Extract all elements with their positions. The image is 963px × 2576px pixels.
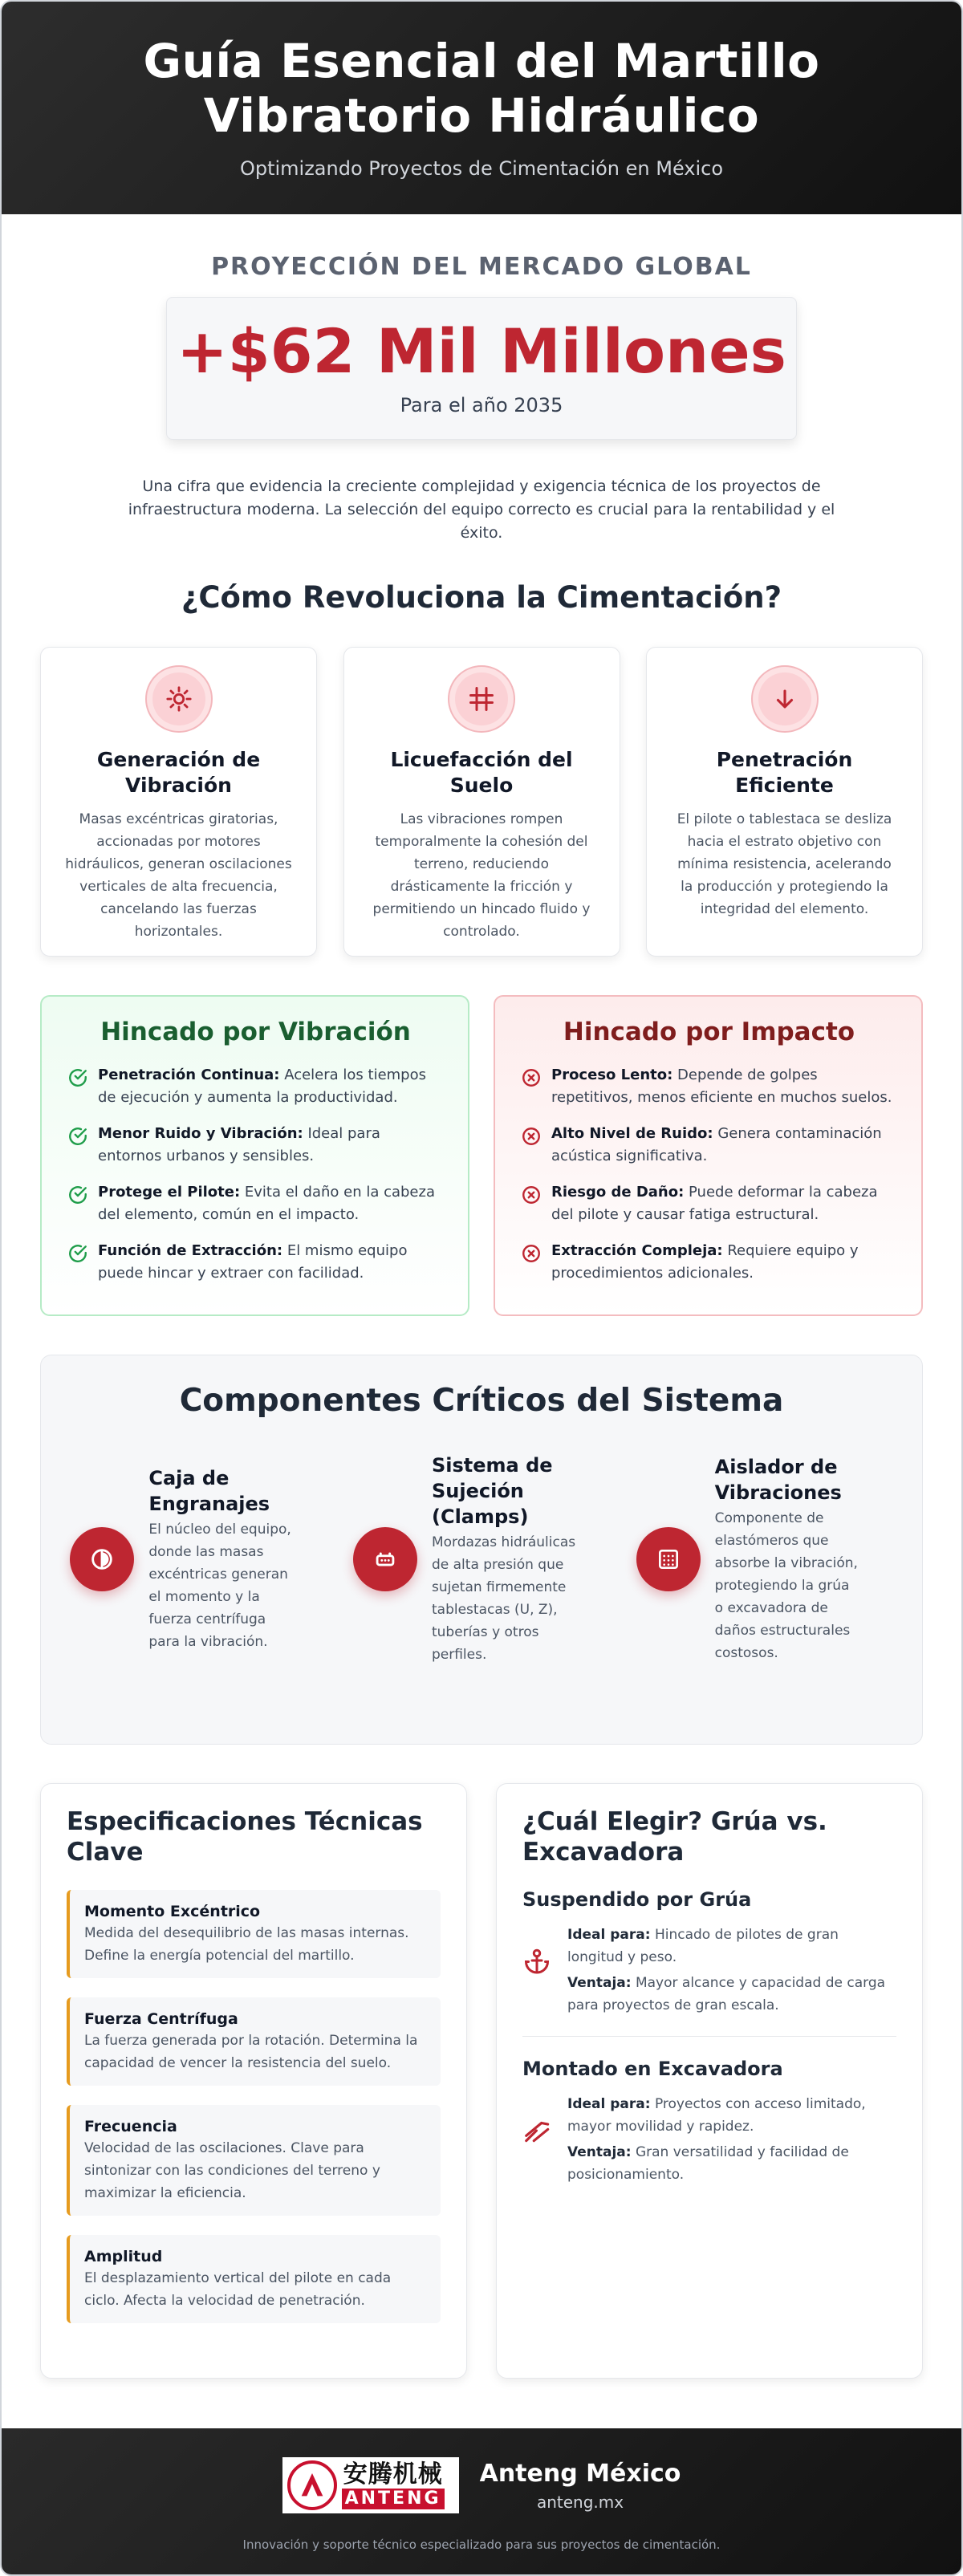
- component-text: El núcleo del equipo, donde las masas excéntricas generan el momento y la fuerza centrífuga para la vibración.: [148, 1522, 291, 1650]
- spec-text: Velocidad de las oscilaciones. Clave para sintonizar con las condiciones del terreno y maximizar la eficiencia.: [84, 2140, 380, 2201]
- check-circle-icon: [67, 1126, 91, 1150]
- item-label: Extracción Compleja:: [551, 1242, 723, 1259]
- choice-title: ¿Cuál Elegir? Grúa vs. Excavadora: [522, 1807, 827, 1867]
- impact-driving-title: Hincado por Impacto: [563, 1018, 855, 1046]
- impact-driving-card: [494, 995, 923, 1316]
- component-text: Mordazas hidráulicas de alta presión que sujetan firmemente tablestacas (U, Z), tuberías y otros perfiles.: [431, 1534, 576, 1663]
- comparison-section: [40, 995, 923, 1316]
- excavator-arm-icon: [522, 2115, 555, 2186]
- list-item: [521, 1181, 897, 1226]
- revolution-card-title: Generación de Vibración: [96, 748, 261, 797]
- item-label: Riesgo de Daño:: [551, 1184, 685, 1201]
- component-title: Sistema de Sujeción (Clamps): [431, 1454, 553, 1528]
- list-item: [521, 1240, 897, 1285]
- vibration-driving-card: [40, 995, 469, 1316]
- spec-text: El desplazamiento vertical del pilote en cada ciclo. Afecta la velocidad de penetración.: [84, 2270, 392, 2309]
- crane-ideal-label: Ideal para:: [567, 1927, 651, 1943]
- market-description: Una cifra que evidencia la creciente complejidad y exigencia técnica de los proyectos de infraestructura moderna. La selección del equipo correcto es crucial para la rentabilidad y el éxito.: [128, 477, 835, 542]
- item-text: Requiere equipo y procedimientos adicionales.: [551, 1242, 859, 1282]
- item-text: Acelera los tiempos de ejecución y aumenta la productividad.: [98, 1067, 426, 1106]
- footer: [2, 2428, 961, 2574]
- specs-panel: [40, 1783, 467, 2379]
- excavator-ideal-text: Proyectos con acceso limitado, mayor movilidad y rapidez.: [567, 2096, 866, 2135]
- item-label: Alto Nivel de Ruido:: [551, 1125, 713, 1142]
- brand-name: Anteng México: [479, 2459, 681, 2488]
- x-circle-icon: [521, 1126, 545, 1150]
- crane-ideal-text: Hincado de pilotes de gran longitud y peso.: [567, 1927, 839, 1965]
- list-item: [67, 1181, 444, 1226]
- list-item: [67, 1123, 444, 1168]
- components-title: Componentes Críticos del Sistema: [179, 1383, 784, 1419]
- list-item: [521, 1123, 897, 1168]
- vibration-driving-title: Hincado por Vibración: [100, 1018, 411, 1046]
- list-item: [67, 1064, 444, 1109]
- revolution-card: [40, 647, 317, 957]
- revolution-card-title: Penetración Eficiente: [716, 748, 853, 797]
- spec-item: [67, 2105, 441, 2216]
- x-circle-icon: [521, 1243, 545, 1267]
- component-title: Caja de Engranajes: [148, 1467, 270, 1515]
- spec-item: [67, 2235, 441, 2323]
- arrow-down-icon: [758, 672, 811, 725]
- item-label: Penetración Continua:: [98, 1067, 280, 1083]
- list-item: [521, 1064, 897, 1109]
- revolution-card-title: Licuefacción del Suelo: [390, 748, 573, 797]
- revolution-cards: [40, 647, 923, 957]
- list-item: [67, 1240, 444, 1285]
- item-text: Genera contaminación acústica significativa.: [551, 1125, 882, 1164]
- market-section: [2, 214, 961, 545]
- title-line-1: Guía Esencial del Martillo: [143, 34, 820, 88]
- item-text: Evita el daño en la cabeza del elemento, común en el impacto.: [98, 1184, 435, 1223]
- page-subtitle: Optimizando Proyectos de Cimentación en México: [239, 157, 724, 180]
- component-item: [70, 1453, 327, 1666]
- item-label: Función de Extracción:: [98, 1242, 283, 1259]
- excavator-option: [522, 2093, 896, 2186]
- revolution-card: [646, 647, 923, 957]
- excavator-advantage-text: Gran versatilidad y facilidad de posicionamiento.: [567, 2144, 849, 2183]
- gearbox-icon: [70, 1527, 134, 1591]
- check-circle-icon: [67, 1184, 91, 1209]
- title-line-2: Vibratorio Hidráulico: [203, 88, 760, 143]
- revolution-card: [343, 647, 620, 957]
- spec-title: Frecuencia: [84, 2118, 177, 2135]
- anchor-icon: [522, 1946, 555, 2017]
- spec-title: Momento Excéntrico: [84, 1903, 261, 1920]
- spec-title: Amplitud: [84, 2248, 163, 2265]
- market-value: +$62 Mil Millones: [177, 315, 786, 387]
- check-circle-icon: [67, 1067, 91, 1091]
- components-section: [40, 1355, 923, 1745]
- gear-icon: [152, 672, 205, 725]
- x-circle-icon: [521, 1067, 545, 1091]
- grid-hash-icon: [455, 672, 508, 725]
- vibration-advantages-list: [67, 1064, 444, 1285]
- revolution-card-text: El pilote o tablestaca se desliza hacia el estrato objetivo con mínima resistencia, acelerando la producción y protegiendo la integridad del elemento.: [677, 811, 892, 917]
- x-circle-icon: [521, 1184, 545, 1209]
- specs-title: Especificaciones Técnicas Clave: [67, 1807, 423, 1867]
- item-label: Proceso Lento:: [551, 1067, 673, 1083]
- spec-item: [67, 1890, 441, 1978]
- logo-mark-icon: [287, 2460, 337, 2510]
- check-circle-icon: [67, 1243, 91, 1267]
- spec-text: La fuerza generada por la rotación. Determina la capacidad de vencer la resistencia del suelo.: [84, 2033, 418, 2071]
- crane-title: Suspendido por Grúa: [522, 1888, 752, 1911]
- components-list: [41, 1453, 922, 1666]
- market-value-card: [166, 297, 797, 440]
- component-title: Aislador de Vibraciones: [714, 1456, 842, 1504]
- spec-text: Medida del desequilibrio de las masas internas. Define la energía potencial del martillo.: [84, 1925, 409, 1964]
- footer-note: Innovación y soporte técnico especializado para sus proyectos de cimentación.: [242, 2537, 721, 2552]
- crane-option: [522, 1924, 896, 2017]
- item-text: Puede deformar la cabeza del pilote y causar fatiga estructural.: [551, 1184, 878, 1223]
- logo-chinese-text: 安腾机械: [343, 2460, 443, 2489]
- excavator-title: Montado en Excavadora: [522, 2058, 783, 2080]
- revolution-card-text: Las vibraciones rompen temporalmente la cohesión del terreno, reduciendo drásticamente la fricción y permitiendo un hincado fluido y controlado.: [372, 811, 591, 940]
- item-label: Menor Ruido y Vibración:: [98, 1125, 303, 1142]
- excavator-advantage-label: Ventaja:: [567, 2144, 632, 2160]
- market-eyebrow: PROYECCIÓN DEL MERCADO GLOBAL: [211, 253, 752, 281]
- component-item: [636, 1453, 893, 1666]
- brand-url-link[interactable]: anteng.mx: [536, 2492, 624, 2512]
- page-title: [2, 34, 961, 143]
- crane-advantage-text: Mayor alcance y capacidad de carga para proyectos de gran escala.: [567, 1975, 886, 2013]
- choice-panel: [496, 1783, 923, 2379]
- footer-brand: [2, 2457, 961, 2513]
- anteng-logo: [282, 2457, 459, 2513]
- impact-disadvantages-list: [521, 1064, 897, 1285]
- market-caption: Para el año 2035: [400, 394, 563, 416]
- excavator-ideal-label: Ideal para:: [567, 2096, 651, 2112]
- item-text: Depende de golpes repetitivos, menos eficiente en muchos suelos.: [551, 1067, 892, 1106]
- item-text: Ideal para entornos urbanos y sensibles.: [98, 1125, 380, 1164]
- component-item: [353, 1453, 610, 1666]
- logo-english-text: ANTENG: [342, 2489, 445, 2509]
- spec-title: Fuerza Centrífuga: [84, 2010, 238, 2028]
- item-text: El mismo equipo puede hincar y extraer con facilidad.: [98, 1242, 408, 1282]
- clamp-icon: [353, 1527, 417, 1591]
- specs-choice-section: [40, 1783, 923, 2379]
- hero-header: [2, 2, 961, 214]
- revolution-title: ¿Cómo Revoluciona la Cimentación?: [181, 580, 782, 615]
- isolator-icon: [636, 1527, 701, 1591]
- revolution-card-text: Masas excéntricas giratorias, accionadas por motores hidráulicos, generan oscilaciones verticales de alta frecuencia, cancelando las fuerzas horizontales.: [65, 811, 292, 940]
- item-label: Protege el Pilote:: [98, 1184, 241, 1201]
- crane-advantage-label: Ventaja:: [567, 1975, 632, 1991]
- spec-item: [67, 1997, 441, 2086]
- divider: [522, 2036, 896, 2037]
- component-text: Componente de elastómeros que absorbe la vibración, protegiendo la grúa o excavadora de daños estructurales costosos.: [714, 1510, 858, 1661]
